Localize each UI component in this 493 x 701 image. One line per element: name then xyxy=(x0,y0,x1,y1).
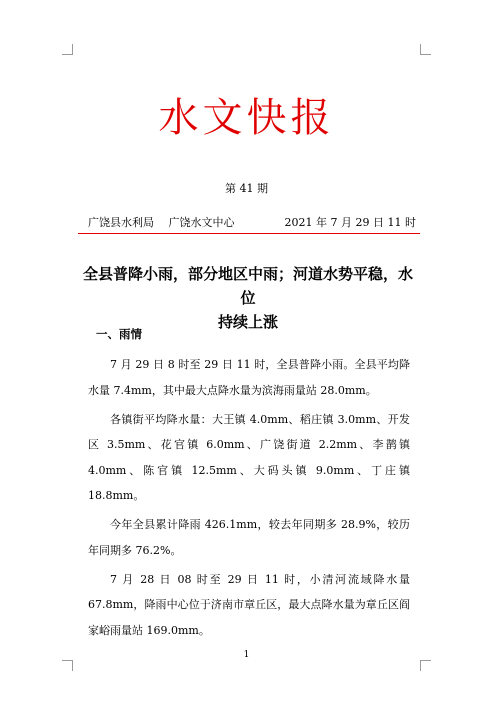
body-text xyxy=(88,352,410,647)
headline-line-1: 全县普降小雨，部分地区中雨；河道水势平稳，水位 xyxy=(82,265,413,307)
masthead-title: 水文快报 xyxy=(158,95,335,141)
paragraph: 7 月 28 日 08 时至 29 日 11 时，小清河流域降水量 67.8mm，降雨中心位于济南市章丘区，最大点降水量为章丘区阎家峪雨量站 169.0mm。 xyxy=(88,572,410,637)
crop-mark-bottom-right xyxy=(420,660,431,671)
crop-mark-bottom-left xyxy=(62,660,73,671)
paragraph: 7 月 29 日 8 时至 29 日 11 时，全县普降小雨。全县平均降水量 7.4mm，其中最大点降水量为滨海雨量站 28.0mm。 xyxy=(88,358,410,397)
paragraph: 各镇街平均降水量：大王镇 4.0mm、稻庄镇 3.0mm、开发区 3.5mm、花官镇 6.0mm、广饶街道 2.2mm、李鹊镇 4.0mm、陈官镇 12.5mm、大码头镇 9.0mm、丁庄镇 18.8mm。 xyxy=(88,412,410,502)
red-divider xyxy=(78,233,420,234)
crop-mark-top-right xyxy=(420,44,431,55)
issue-number: 第 41 期 xyxy=(225,182,268,195)
page-number: 1 xyxy=(243,650,250,660)
section-title-rainfall: 一、雨情 xyxy=(96,327,142,341)
crop-mark-top-left xyxy=(62,44,73,55)
publisher-org: 广饶县水利局 广饶水文中心 xyxy=(88,216,235,229)
paragraph: 今年全县累计降雨 426.1mm，较去年同期多 28.9%，较历年同期多 76.2%。 xyxy=(88,518,410,557)
headline-line-2: 持续上涨 xyxy=(217,313,278,331)
headline xyxy=(80,262,416,334)
publisher-info-line xyxy=(78,214,420,230)
publish-datetime: 2021 年 7 月 29 日 11 时 xyxy=(284,216,416,229)
